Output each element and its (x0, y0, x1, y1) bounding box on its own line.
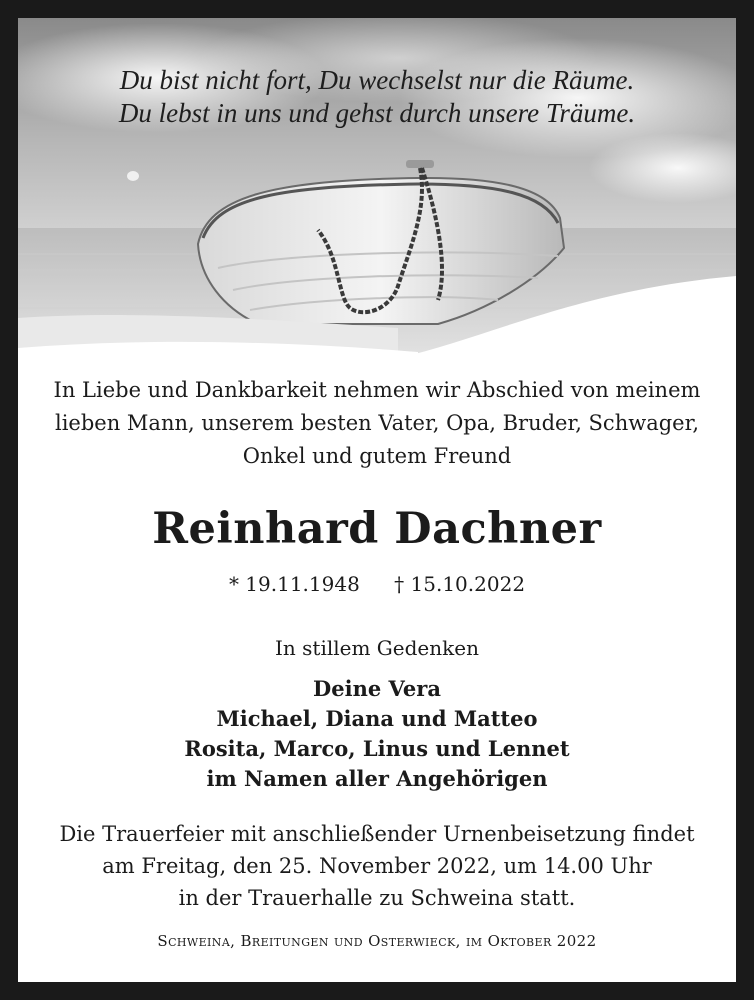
birth-date: * 19.11.1948 (228, 572, 360, 596)
mourners-list (18, 674, 736, 794)
mourner-line: Rosita, Marco, Linus und Lennet (184, 736, 570, 761)
death-date: † 15.10.2022 (394, 572, 526, 596)
remembrance-line: In stillem Gedenken (275, 636, 479, 660)
intro-line: Onkel und gutem Freund (242, 444, 512, 468)
ceremony-info (18, 818, 736, 914)
ceremony-line: am Freitag, den 25. November 2022, um 14.00 Uhr (102, 854, 652, 878)
quote-line: Du bist nicht fort, Du wechselst nur die Räume. (119, 65, 635, 95)
deceased-name: Reinhard Dachner (152, 504, 602, 554)
quote-line: Du lebst in uns und gehst durch unsere Träume. (118, 98, 636, 128)
life-dates (18, 572, 736, 596)
intro-text (18, 374, 736, 473)
intro-line: lieben Mann, unserem besten Vater, Opa, Bruder, Schwager, (54, 411, 699, 435)
mourner-line: Michael, Diana und Matteo (216, 706, 538, 731)
ceremony-line: Die Trauerfeier mit anschließender Urnenbeisetzung findet (59, 822, 695, 846)
ceremony-line: in der Trauerhalle zu Schweina statt. (178, 886, 576, 910)
intro-line: In Liebe und Dankbarkeit nehmen wir Abschied von meinem (53, 378, 701, 402)
memorial-quote (18, 64, 736, 130)
mourner-line: im Namen aller Angehörigen (206, 766, 548, 791)
obituary-card (18, 18, 736, 982)
place-and-date: Schweina, Breitungen und Osterwieck, im Oktober 2022 (157, 932, 597, 950)
mourner-line: Deine Vera (313, 676, 441, 701)
